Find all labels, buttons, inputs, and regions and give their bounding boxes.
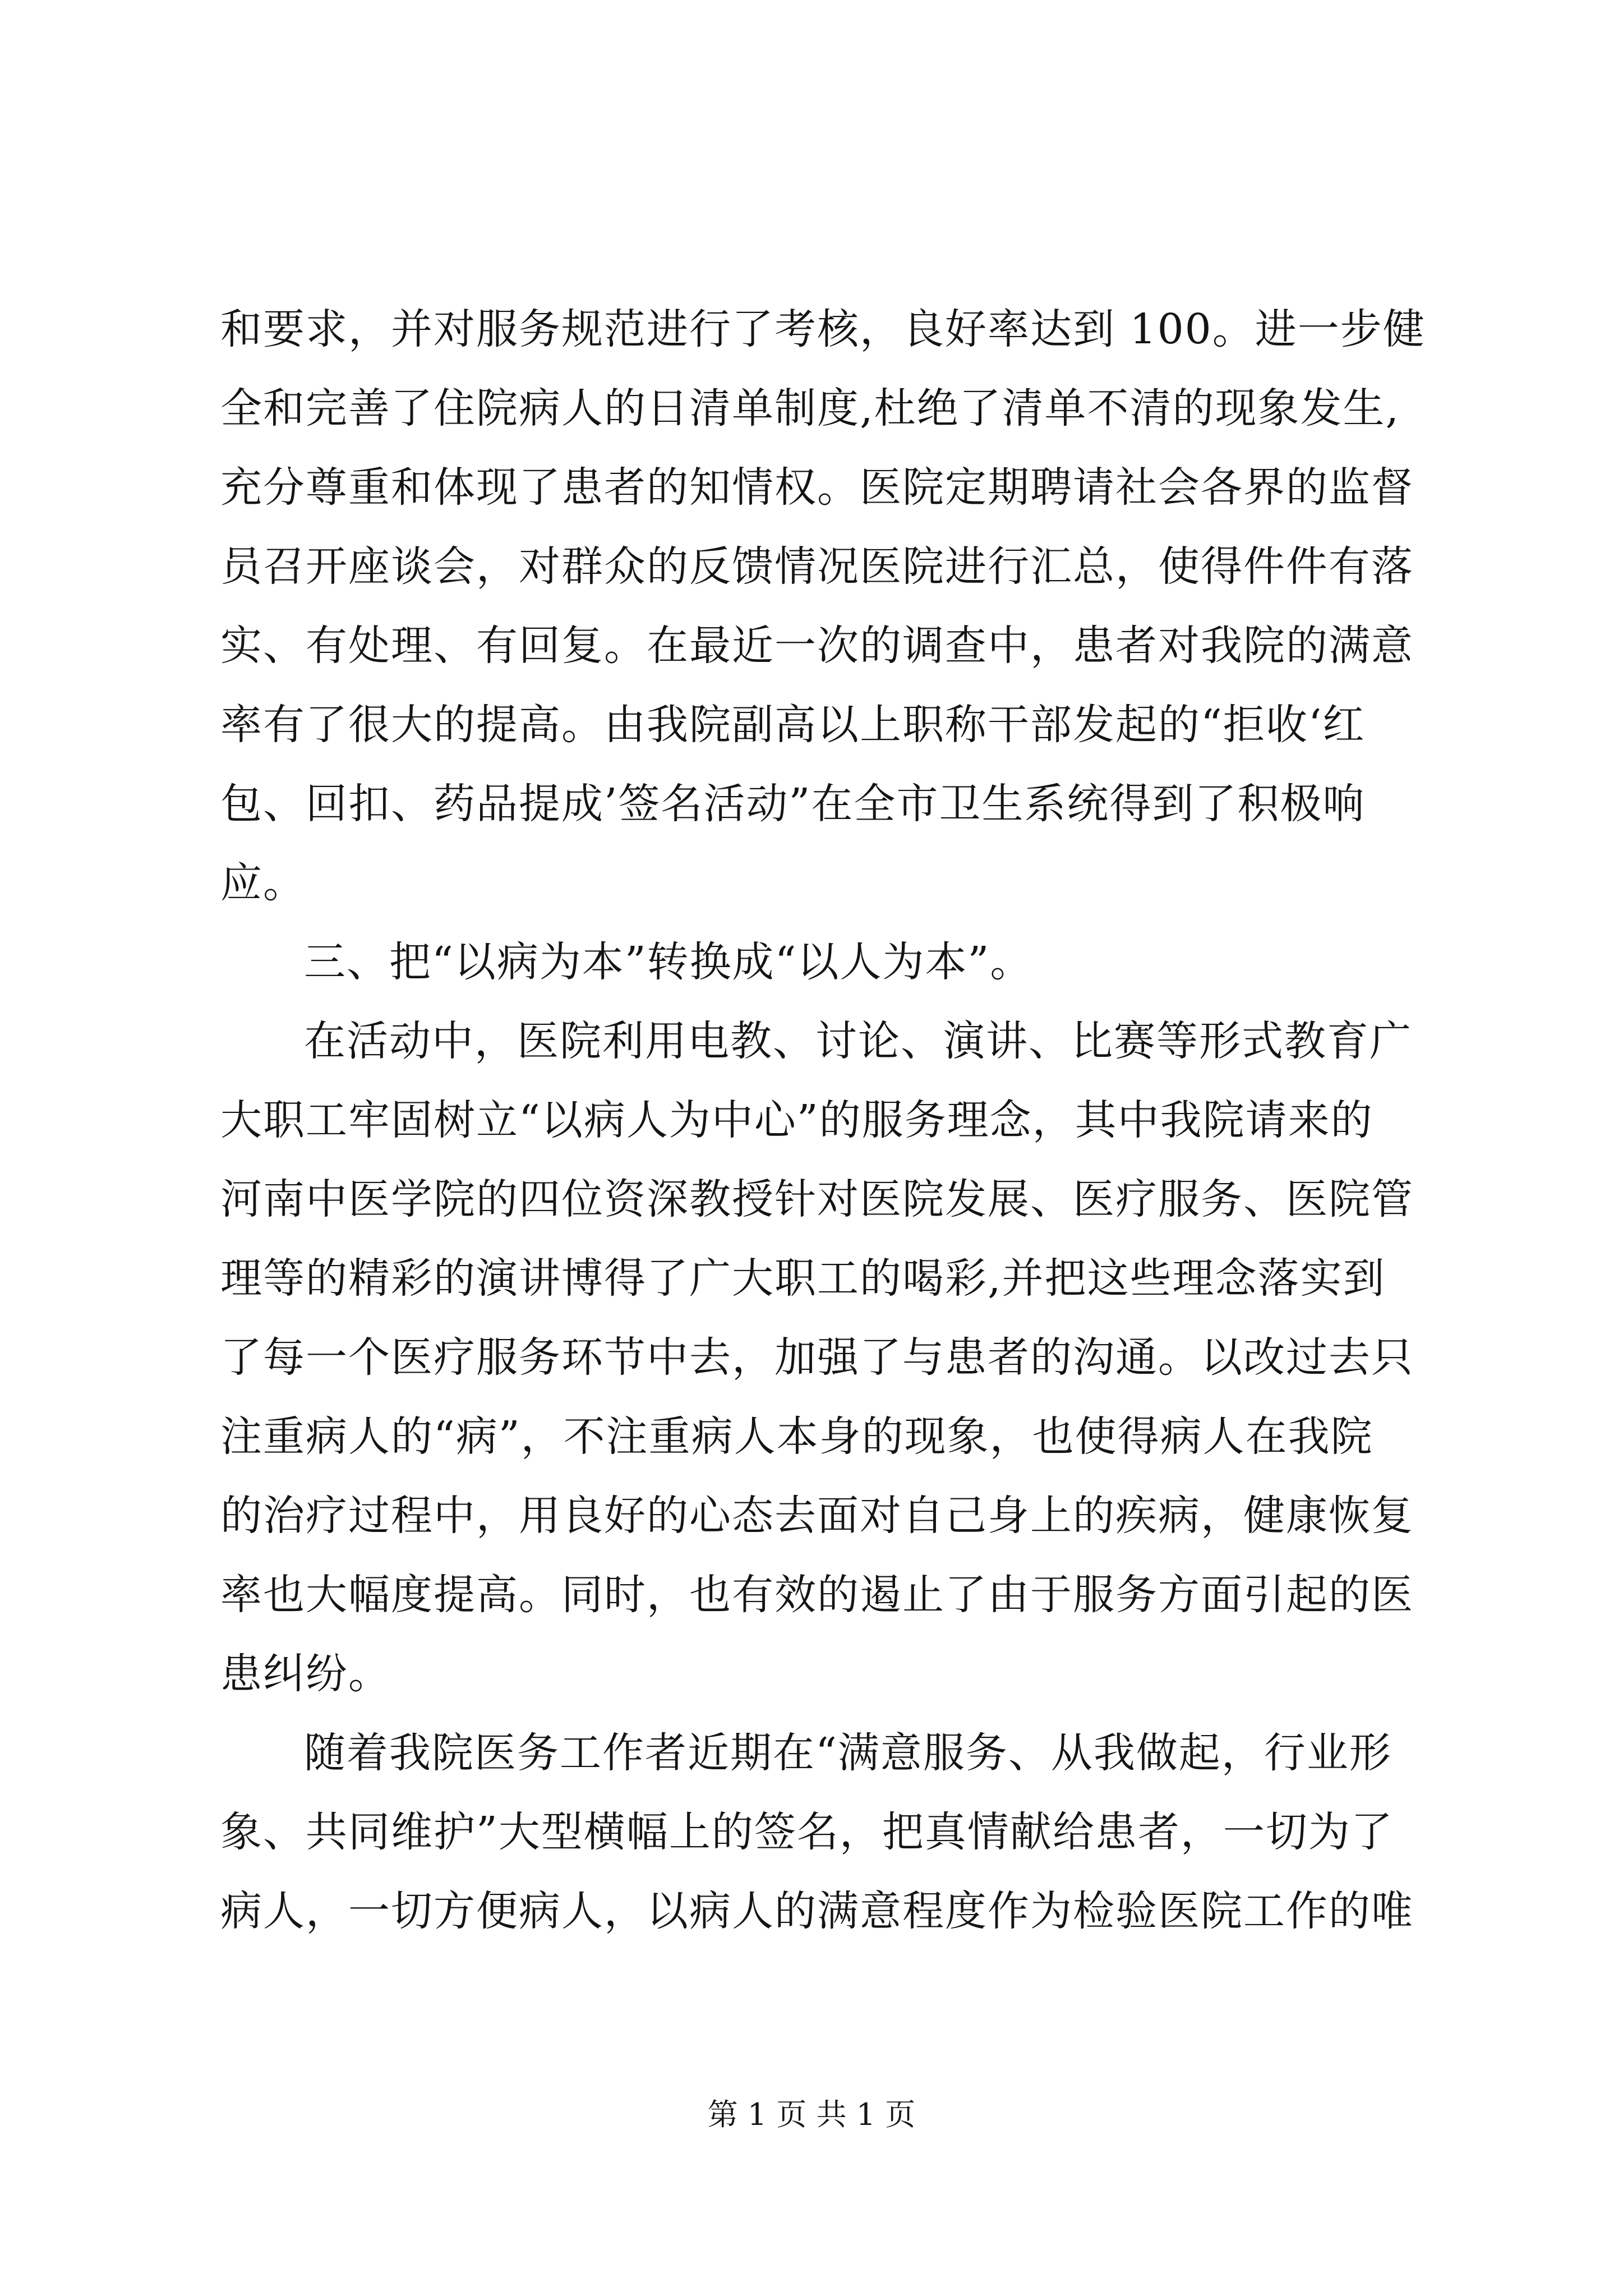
text-line: 的治疗过程中，用良好的心态去面对自己身上的疾病，健康恢复	[220, 1492, 1414, 1540]
text-line: 了每一个医疗服务环节中去，加强了与患者的沟通。以改过去只	[220, 1333, 1414, 1382]
section-heading: 三、把“以病为本”转换成“以人为本”。	[304, 938, 1033, 986]
text-line: 和要求，并对服务规范进行了考核，良好率达到 100。进一步健	[220, 305, 1426, 353]
text-line: 理等的精彩的演讲博得了广大职工的喝彩,并把这些理念落实到	[220, 1254, 1386, 1303]
text-line: 全和完善了住院病人的日清单制度,杜绝了清单不清的现象发生,	[220, 384, 1400, 432]
page-number-footer: 第 1 页 共 1 页	[707, 2097, 916, 2132]
text-line: 率有了很大的提高。由我院副高以上职称干部发起的“拒收‘红	[220, 701, 1366, 749]
text-line: 率也大幅度提高。同时，也有效的遏止了由于服务方面引起的医	[220, 1571, 1414, 1619]
text-line: 应。	[220, 859, 306, 907]
text-line: 大职工牢固树立“以病人为中心”的服务理念，其中我院请来的	[220, 1096, 1373, 1144]
text-line: 注重病人的“病”，不注重病人本身的现象，也使得病人在我院	[220, 1412, 1373, 1461]
text-line: 在活动中，医院利用电教、讨论、演讲、比赛等形式教育广	[304, 1017, 1412, 1065]
text-line: 病人，一切方便病人，以病人的满意程度作为检验医院工作的唯	[220, 1887, 1414, 1935]
text-line: 包、回扣、药品提成’签名活动”在全市卫生系统得到了积极响	[220, 780, 1366, 828]
text-line: 随着我院医务工作者近期在“满意服务、从我做起，行业形	[304, 1729, 1392, 1777]
text-line: 充分尊重和体现了患者的知情权。医院定期聘请社会各界的监督	[220, 463, 1414, 512]
text-line: 象、共同维护”大型横幅上的签名，把真情献给患者，一切为了	[220, 1808, 1394, 1856]
text-line: 患纠纷。	[220, 1650, 391, 1698]
text-line: 员召开座谈会，对群众的反馈情况医院进行汇总，使得件件有落	[220, 542, 1414, 591]
text-line: 实、有处理、有回复。在最近一次的调查中，患者对我院的满意	[220, 622, 1414, 670]
text-line: 河南中医学院的四位资深教授针对医院发展、医疗服务、医院管	[220, 1175, 1414, 1223]
